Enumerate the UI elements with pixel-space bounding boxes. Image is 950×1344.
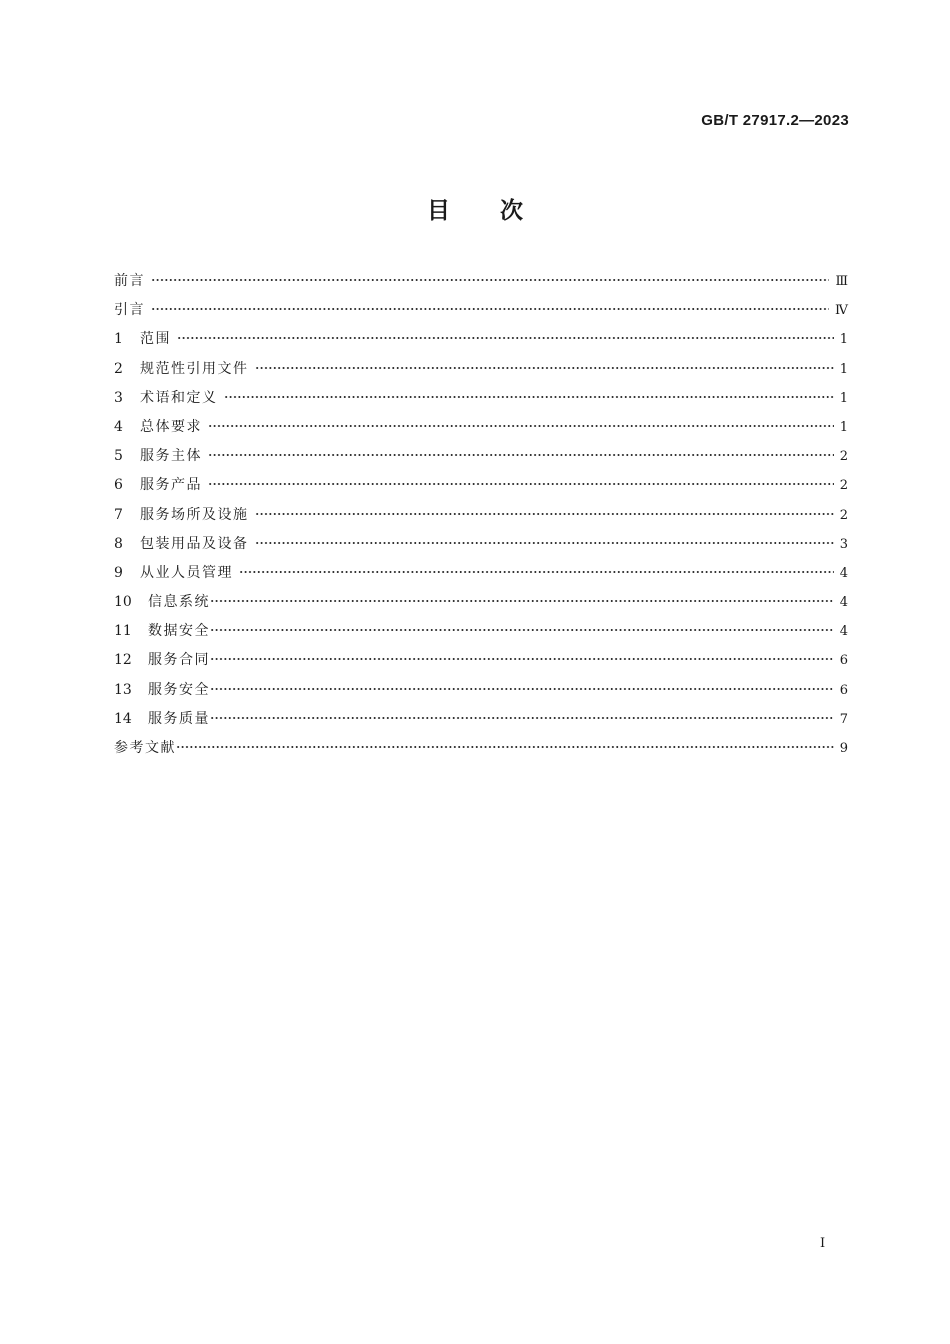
toc-entry-title: 参考文献	[114, 740, 176, 756]
toc-entry-2[interactable]	[114, 358, 848, 387]
toc-dot-leader	[255, 507, 834, 521]
toc-entry-title: 术语和定义	[140, 389, 218, 406]
toc-entry-title: 服务质量	[148, 710, 210, 727]
toc-dot-leader	[208, 448, 834, 462]
toc-entry-11[interactable]	[114, 620, 848, 649]
toc-entry-page: Ⅳ	[835, 303, 848, 319]
toc-entry-4[interactable]	[114, 416, 848, 445]
toc-entry-title: 前言	[114, 273, 145, 289]
toc-entry-title: 总体要求	[140, 418, 202, 435]
toc-entry-8[interactable]	[114, 533, 848, 562]
toc-entry-title: 服务合同	[148, 652, 210, 669]
toc-entry-number: 8	[114, 535, 123, 552]
toc-dot-leader	[176, 740, 834, 754]
toc-entry-title: 规范性引用文件	[140, 360, 249, 377]
toc-entry-7[interactable]	[114, 504, 848, 533]
toc-dot-leader	[255, 361, 834, 375]
toc-entry-title: 服务主体	[140, 448, 202, 465]
toc-entry-number: 9	[114, 564, 123, 581]
toc-entry-number: 11	[114, 623, 132, 640]
toc-entry-number: 5	[114, 448, 123, 465]
toc-entry-page: 4	[839, 595, 848, 611]
toc-entry-page: 1	[839, 390, 848, 406]
toc-entry-page: 2	[839, 449, 848, 465]
toc-entry-1[interactable]	[114, 328, 848, 357]
toc-entry-title: 从业人员管理	[140, 564, 233, 581]
toc-entry-title: 信息系统	[148, 594, 210, 611]
toc-dot-leader	[255, 536, 834, 550]
toc-entry-title: 包装用品及设备	[140, 535, 249, 552]
toc-dot-leader	[224, 390, 834, 404]
toc-entry-9[interactable]	[114, 562, 848, 591]
toc-entry-number: 1	[114, 331, 123, 348]
toc-dot-leader	[177, 331, 834, 345]
toc-entry-5[interactable]	[114, 445, 848, 474]
toc-entry-14[interactable]	[114, 708, 848, 737]
document-code: GB/T 27917.2—2023	[701, 112, 849, 129]
toc-entry-13[interactable]	[114, 679, 848, 708]
toc-dot-leader	[239, 565, 834, 579]
toc-entry-10[interactable]	[114, 591, 848, 620]
toc-entry-title: 范围	[140, 331, 171, 348]
toc-dot-leader	[210, 594, 834, 608]
toc-entry-title: 引言	[114, 302, 145, 319]
toc-entry-number: 10	[114, 594, 132, 611]
toc-entry-number: 2	[114, 360, 123, 377]
toc-entry-introduction[interactable]	[114, 299, 848, 328]
toc-entry-page: 4	[839, 565, 848, 581]
toc-entry-page: 4	[839, 624, 848, 640]
toc-entry-number: 4	[114, 418, 123, 435]
toc-entry-3[interactable]	[114, 387, 848, 416]
toc-entry-number: 13	[114, 681, 132, 698]
toc-dot-leader	[208, 419, 834, 433]
toc-entry-page: 9	[839, 741, 848, 756]
toc-dot-leader	[210, 682, 834, 696]
toc-entry-page: 7	[839, 711, 848, 727]
page-title: 目次	[427, 198, 573, 224]
toc-dot-leader	[210, 623, 834, 637]
toc-entry-page: 3	[839, 536, 848, 552]
toc-entry-bibliography[interactable]	[114, 737, 848, 766]
toc-entry-page: 6	[839, 653, 848, 669]
toc-entry-page: 2	[839, 507, 848, 523]
toc-entry-number: 12	[114, 652, 132, 669]
toc-entry-page: Ⅲ	[835, 274, 848, 289]
toc-entry-6[interactable]	[114, 474, 848, 503]
page-number: Ⅰ	[820, 1236, 826, 1251]
toc-entry-number: 3	[114, 389, 123, 406]
table-of-contents	[114, 270, 848, 766]
toc-dot-leader	[151, 273, 829, 287]
toc-dot-leader	[151, 302, 829, 316]
toc-entry-number: 7	[114, 506, 123, 523]
toc-entry-foreword[interactable]	[114, 270, 848, 299]
toc-entry-12[interactable]	[114, 649, 848, 678]
toc-dot-leader	[208, 477, 834, 491]
toc-dot-leader	[210, 652, 834, 666]
toc-entry-title: 服务安全	[148, 681, 210, 698]
toc-entry-number: 14	[114, 710, 132, 727]
toc-entry-page: 2	[839, 478, 848, 494]
toc-entry-page: 6	[839, 682, 848, 698]
toc-dot-leader	[210, 711, 834, 725]
toc-entry-title: 服务场所及设施	[140, 506, 249, 523]
toc-entry-page: 1	[839, 332, 848, 348]
toc-entry-title: 数据安全	[148, 623, 210, 640]
toc-entry-page: 1	[839, 419, 848, 435]
toc-entry-number: 6	[114, 477, 123, 494]
toc-entry-title: 服务产品	[140, 477, 202, 494]
toc-entry-page: 1	[839, 361, 848, 377]
